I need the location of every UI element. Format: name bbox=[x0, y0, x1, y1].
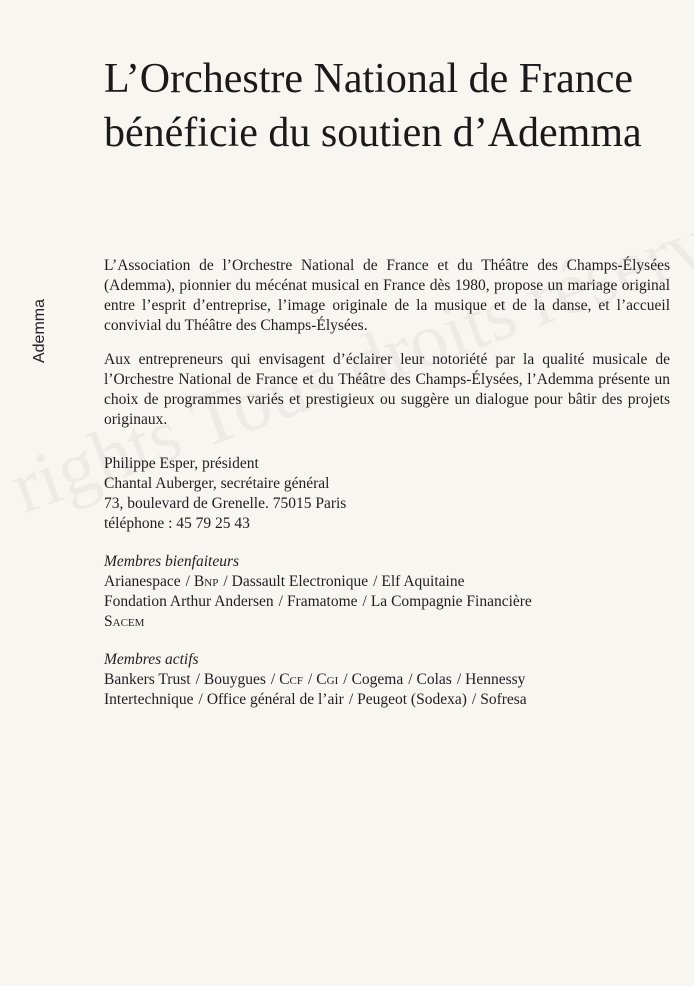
member-name: Dassault Electronique bbox=[231, 573, 369, 590]
side-label bbox=[30, 296, 50, 366]
separator-slash: / bbox=[456, 671, 462, 688]
contact-address: 73, boulevard de Grenelle. 75015 Paris bbox=[104, 495, 347, 512]
member-name: Hennessy bbox=[465, 671, 526, 688]
member-name: Fondation Arthur Andersen bbox=[104, 593, 274, 610]
separator-slash: / bbox=[373, 573, 378, 590]
member-name: Intertechnique bbox=[104, 691, 194, 708]
separator-slash: / bbox=[223, 573, 228, 590]
separator-slash: / bbox=[307, 671, 313, 688]
separator-slash: / bbox=[278, 593, 283, 610]
member-name: Elf Aquitaine bbox=[381, 573, 465, 590]
member-name: Colas bbox=[416, 671, 452, 688]
bienfaiteurs-section bbox=[104, 552, 670, 632]
member-name: Ccf bbox=[279, 671, 303, 688]
member-name: Bnp bbox=[193, 573, 219, 590]
member-name: Arianespace bbox=[104, 573, 181, 590]
actifs-list bbox=[104, 670, 670, 710]
page-title: L’Orchestre National de France bénéficie du soutien d’Ademma bbox=[104, 56, 642, 156]
member-name: Cogema bbox=[351, 671, 404, 688]
actifs-section bbox=[104, 650, 670, 710]
separator-slash: / bbox=[185, 573, 190, 590]
separator-slash: / bbox=[471, 691, 477, 708]
member-line bbox=[104, 572, 670, 592]
separator-slash: / bbox=[348, 691, 354, 708]
member-line bbox=[104, 612, 670, 632]
contact-phone: téléphone : 45 79 25 43 bbox=[104, 515, 250, 532]
bienfaiteurs-list bbox=[104, 572, 670, 632]
member-name: Office général de l’air bbox=[206, 691, 344, 708]
contact-president: Philippe Esper, président bbox=[104, 455, 259, 472]
actifs-heading: Membres actifs bbox=[104, 651, 199, 668]
member-name: Peugeot (Sodexa) bbox=[357, 691, 467, 708]
bienfaiteurs-heading: Membres bienfaiteurs bbox=[104, 553, 240, 570]
member-line bbox=[104, 670, 670, 690]
intro-paragraph: L’Association de l’Orchestre National de France et du Théâtre des Champs-Élysées (Ademma), pionnier du mécénat musical en France dès 1980, propose un mariage original entre l’esprit d’entreprise, l’image originale de la musique et de la danse, et l’accueil convivial du Théâtre des Champs-Élysées. bbox=[104, 257, 670, 334]
member-name: Sacem bbox=[104, 613, 145, 630]
side-label-text: Ademma bbox=[31, 298, 48, 364]
separator-slash: / bbox=[195, 671, 200, 688]
separator-slash: / bbox=[362, 593, 367, 610]
separator-slash: / bbox=[198, 691, 203, 708]
separator-slash: / bbox=[343, 671, 348, 688]
member-name: Sofresa bbox=[480, 691, 527, 708]
member-name: La Compagnie Financière bbox=[370, 593, 532, 610]
member-name: Bankers Trust bbox=[104, 671, 191, 688]
offer-paragraph: Aux entrepreneurs qui envisagent d’éclairer leur notoriété par la qualité musicale de l’Orchestre National de France et du Théâtre des Champs-Élysées, l’Ademma présente un choix de programmes variés et prestigieux ou suggère un dialogue pour bâtir des projets originaux. bbox=[104, 351, 670, 428]
separator-slash: / bbox=[408, 671, 413, 688]
contact-block bbox=[104, 454, 670, 534]
member-name: Cgi bbox=[316, 671, 339, 688]
contact-secretary: Chantal Auberger, secrétaire général bbox=[104, 475, 330, 492]
member-name: Bouygues bbox=[203, 671, 266, 688]
member-name: Framatome bbox=[286, 593, 358, 610]
member-line bbox=[104, 592, 670, 612]
separator-slash: / bbox=[270, 671, 276, 688]
member-line bbox=[104, 690, 670, 710]
